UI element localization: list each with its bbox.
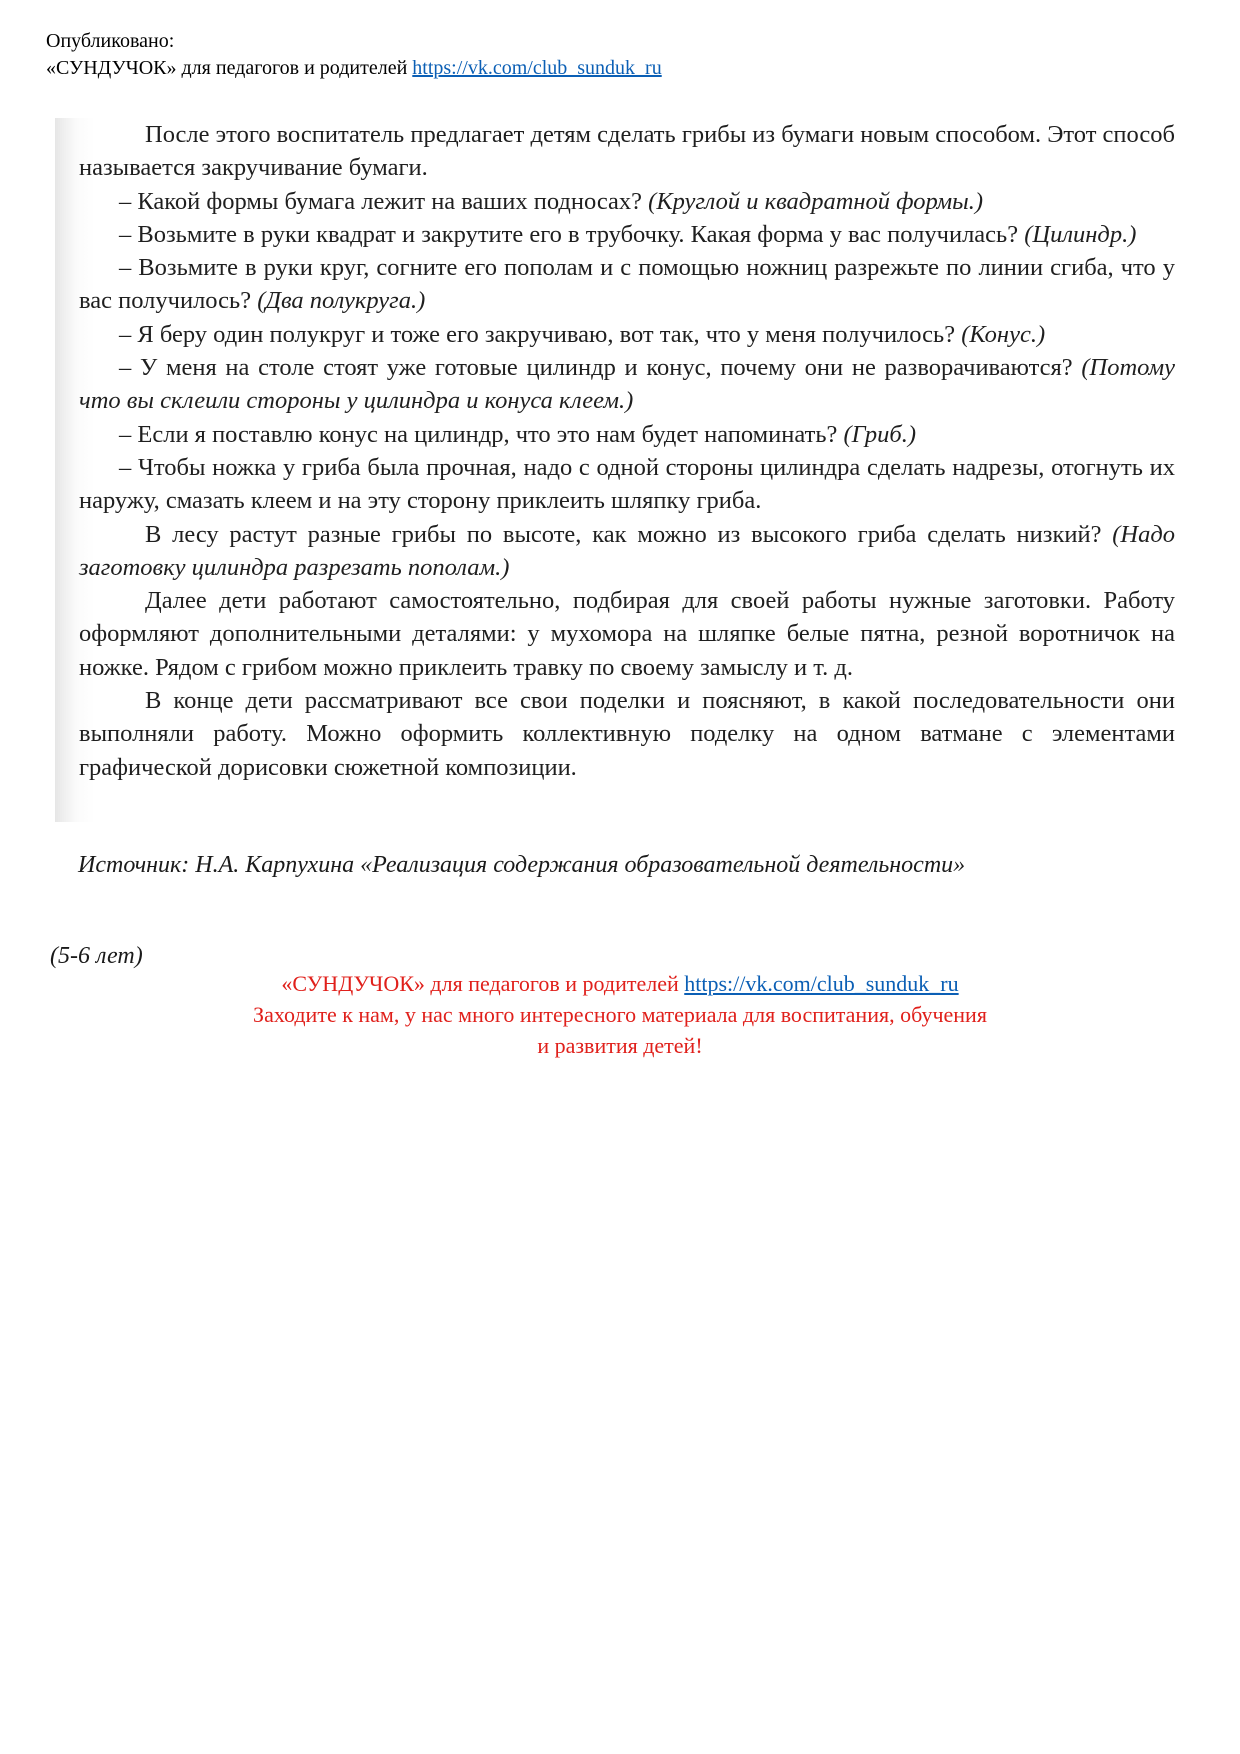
dialogue-line-5	[79, 351, 1175, 418]
question-1: – Какой формы бумага лежит на ваших подносах?	[119, 187, 643, 215]
lesson-text	[79, 118, 1175, 784]
published-label: Опубликовано:	[46, 30, 175, 52]
paragraph-conclusion: В конце дети рассматривают все свои поделки и поясняют, в какой последовательности они выполняли работу. Можно оформить коллективную поделку на одном ватмане с элементами графической дорисовки сюжетной композиции.	[79, 687, 1175, 781]
answer-6: (Гриб.)	[843, 420, 917, 448]
promo-org-line	[0, 968, 1240, 999]
promo-invite-line: Заходите к нам, у нас много интересного материала для воспитания, обучения	[253, 1002, 987, 1027]
dialogue-line-4	[79, 318, 1175, 351]
dialogue-line-3	[79, 251, 1175, 318]
answer-4: (Конус.)	[961, 320, 1046, 348]
answer-2: (Цилиндр.)	[1024, 220, 1137, 248]
paragraph-independent-work: Далее дети работают самостоятельно, подбирая для своей работы нужные заготовки. Работу оформляют дополнительными деталями: у мухомора на шляпке белые пятна, резной воротничок на ножке. Рядом с грибом можно приклеить травку по своему замыслу и т. д.	[79, 587, 1175, 681]
header-org-name: «СУНДУЧОК» для педагогов и родителей	[46, 57, 408, 79]
answer-8: (Надо заготовку цилиндра разрезать пополам.)	[79, 520, 1176, 581]
paragraph-intro: После этого воспитатель предлагает детям сделать грибы из бумаги новым способом. Этот способ называется закручивание бумаги.	[79, 121, 1175, 182]
dialogue-line-2	[79, 218, 1175, 251]
question-5: – У меня на столе стоят уже готовые цилиндр и конус, почему они не разворачиваются?	[119, 354, 1073, 382]
question-2: – Возьмите в руки квадрат и закрутите его в трубочку. Какая форма у вас получилась?	[119, 220, 1019, 248]
dialogue-line-1	[79, 185, 1175, 218]
scanned-book-page	[55, 118, 1175, 822]
answer-5: (Потому что вы склеили стороны у цилиндра и конуса клеем.)	[79, 354, 1176, 415]
question-8: В лесу растут разные грибы по высоте, как можно из высокого гриба сделать низкий?	[145, 520, 1102, 548]
dialogue-line-8	[79, 518, 1175, 585]
header-vk-link[interactable]: https://vk.com/club_sunduk_ru	[412, 57, 662, 79]
promo-org-name: «СУНДУЧОК» для педагогов и родителей	[281, 971, 679, 996]
header-org-line	[46, 55, 662, 82]
dialogue-line-6	[79, 418, 1175, 451]
paragraph-mushroom-stem: – Чтобы ножка у гриба была прочная, надо с одной стороны цилиндра сделать надрезы, отогнуть их наружу, смазать клеем и на эту сторону приклеить шляпку гриба.	[79, 453, 1175, 515]
question-6: – Если я поставлю конус на цилиндр, что это нам будет напоминать?	[119, 420, 838, 448]
age-range: (5-6 лет)	[50, 943, 143, 969]
answer-3: (Два полукруга.)	[257, 287, 426, 315]
question-3: – Возьмите в руки круг, согните его пополам и с помощью ножниц разрежьте по линии сгиба, что у вас получилось?	[79, 254, 1175, 315]
promo-block	[0, 968, 1240, 1061]
promo-invite-line-end: и развития детей!	[537, 1033, 703, 1058]
source-citation: Источник: Н.А. Карпухина «Реализация содержания образовательной деятельности»	[78, 852, 966, 878]
answer-1: (Круглой и квадратной формы.)	[648, 187, 984, 215]
promo-vk-link[interactable]: https://vk.com/club_sunduk_ru	[684, 971, 959, 996]
question-4: – Я беру один полукруг и тоже его закручиваю, вот так, что у меня получилось?	[119, 320, 956, 348]
publication-header	[46, 28, 662, 82]
